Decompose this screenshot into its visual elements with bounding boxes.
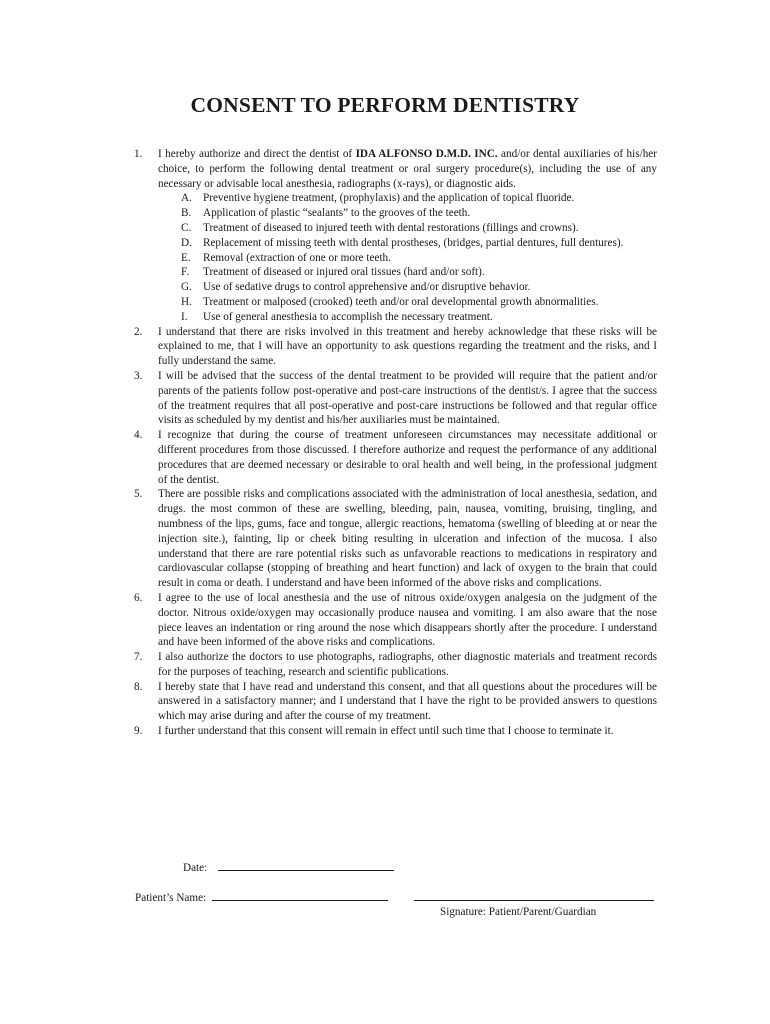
clause-text: and/or dental auxiliaries of his/her choice, to perform the following dental treatment or oral surgery procedure(s), including the use of any necessary or advisable local anesthesia, radiographs (x-rays), or diagnostic aids.	[158, 148, 657, 190]
clause-text: I will be advised that the success of the dental treatment to be provided will require that the patient and/or parents of the patients follow post-operative and post-care instructions of the dentist/s. I agree that the success of the treatment requires that all post-operative and post-care instructions be followed and that regular office visits as scheduled by my dentist and his/her auxiliaries must be maintained.	[158, 369, 657, 427]
clause-2	[134, 325, 657, 369]
clause-text: I further understand that this consent will remain in effect until such time that I choose to terminate it.	[158, 725, 614, 738]
practice-name: IDA ALFONSO D.M.D. INC.	[355, 148, 498, 160]
date-field[interactable]	[183, 860, 394, 874]
treatment-item	[181, 221, 657, 236]
clause-number: 9.	[134, 725, 143, 738]
treatment-letter: E.	[181, 251, 191, 264]
clause-number: 5.	[134, 488, 143, 501]
treatment-item	[181, 310, 657, 325]
treatment-text: Use of general anesthesia to accomplish the necessary treatment.	[203, 310, 493, 323]
treatment-item	[181, 265, 657, 280]
clause-number: 3.	[134, 369, 143, 382]
date-blank-line[interactable]	[218, 860, 394, 871]
treatment-item	[181, 280, 657, 295]
clause-number: 6.	[134, 591, 143, 604]
treatment-item	[181, 206, 657, 221]
consent-clauses	[134, 147, 657, 739]
treatment-letter: B.	[181, 207, 192, 220]
patient-name-blank-line[interactable]	[212, 890, 388, 901]
clause-text: There are possible risks and complications associated with the administration of local anesthesia, sedation, and drugs. the most common of these are swelling, bleeding, pain, nausea, vomiting, bruising, tingling, and numbness of the lips, gums, face and tongue, allergic reactions, hematoma (swelling of bleeding at or near the injection site.), fainting, lip or cheek biting resulting in ulceration and infection of the mucosa. I also understand that there are rare potential risks such as unfavorable reactions to medications in respiratory and cardiovascular collapse (stopping of breathing and heart function) and lack of oxygen to the brain that could result in coma or death. I understand and have been informed of the above risks and complications.	[158, 488, 657, 590]
clause-3	[134, 369, 657, 428]
signature-blank-line[interactable]	[414, 890, 654, 901]
treatment-item	[181, 251, 657, 266]
clause-number: 8.	[134, 680, 143, 693]
treatment-letter: C.	[181, 221, 192, 234]
clause-8	[134, 680, 657, 724]
clause-7	[134, 650, 657, 680]
treatment-text: Use of sedative drugs to control apprehensive and/or disruptive behavior.	[203, 281, 531, 294]
treatment-text: Treatment or malposed (crooked) teeth and/or oral developmental growth abnormalities.	[203, 295, 599, 308]
treatment-letter: G.	[181, 281, 192, 294]
treatment-text: Replacement of missing teeth with dental prostheses, (bridges, partial dentures, full dentures).	[203, 236, 624, 249]
clause-6	[134, 591, 657, 650]
clause-number: 2.	[134, 325, 143, 338]
patient-name-label: Patient’s Name:	[135, 892, 207, 904]
treatment-list	[181, 191, 657, 324]
treatment-letter: D.	[181, 236, 192, 249]
treatment-text: Treatment of diseased or injured oral tissues (hard and/or soft).	[203, 266, 485, 279]
treatment-item	[181, 236, 657, 251]
treatment-letter: F.	[181, 266, 190, 279]
patient-name-field[interactable]	[135, 890, 388, 904]
clause-5	[134, 487, 657, 591]
clause-1	[134, 147, 657, 325]
treatment-text: Treatment of diseased to injured teeth with dental restorations (fillings and crowns).	[203, 221, 579, 234]
clause-number: 4.	[134, 429, 143, 442]
treatment-text: Removal (extraction of one or more teeth.	[203, 251, 391, 264]
clause-text: I recognize that during the course of treatment unforeseen circumstances may necessitate additional or different procedures from those discussed. I therefore authorize and request the performance of any additional procedures that are deemed necessary or desirable to oral health and well being, in the professional judgment of the dentist.	[158, 429, 657, 486]
treatment-item	[181, 295, 657, 310]
treatment-letter: H.	[181, 295, 192, 308]
clause-4	[134, 428, 657, 487]
treatment-letter: I.	[181, 310, 188, 323]
clause-text: I hereby state that I have read and understand this consent, and that all questions about the procedures will be answered in a satisfactory manner; and I understand that I have the right to be provided answers to questions which may arise during and after the course of my treatment.	[158, 680, 657, 723]
clause-text: I agree to the use of local anesthesia and the use of nitrous oxide/oxygen analgesia on the judgment of the doctor. Nitrous oxide/oxygen may occasionally produce nausea and vomiting. I am also aware that the nose piece leaves an indentation or ring around the nose which disappears shortly after the procedure. I understand and have been informed of the above risks and complications.	[158, 591, 657, 649]
treatment-item	[181, 191, 657, 206]
signature-field[interactable]	[414, 890, 654, 904]
treatment-text: Preventive hygiene treatment, (prophylaxis) and the application of topical fluoride.	[203, 192, 575, 205]
treatment-text: Application of plastic “sealants” to the grooves of the teeth.	[203, 207, 471, 220]
signature-label: Signature: Patient/Parent/Guardian	[440, 906, 597, 918]
clause-text: I understand that there are risks involved in this treatment and hereby acknowledge that these risks will be explained to me, that I will have an opportunity to ask questions regarding the treatment and the risks, and I fully understand the same.	[158, 325, 657, 368]
clause-number: 7.	[134, 651, 143, 664]
clause-9	[134, 724, 657, 739]
date-label: Date:	[183, 862, 208, 874]
document-title: CONSENT TO PERFORM DENTISTRY	[190, 93, 580, 117]
treatment-letter: A.	[181, 192, 192, 205]
clause-text: I hereby authorize and direct the dentist of	[158, 148, 356, 160]
clause-number: 1.	[134, 148, 143, 160]
clause-text: I also authorize the doctors to use photographs, radiographs, other diagnostic materials and treatment records for the purposes of teaching, research and scientific publications.	[158, 651, 657, 678]
